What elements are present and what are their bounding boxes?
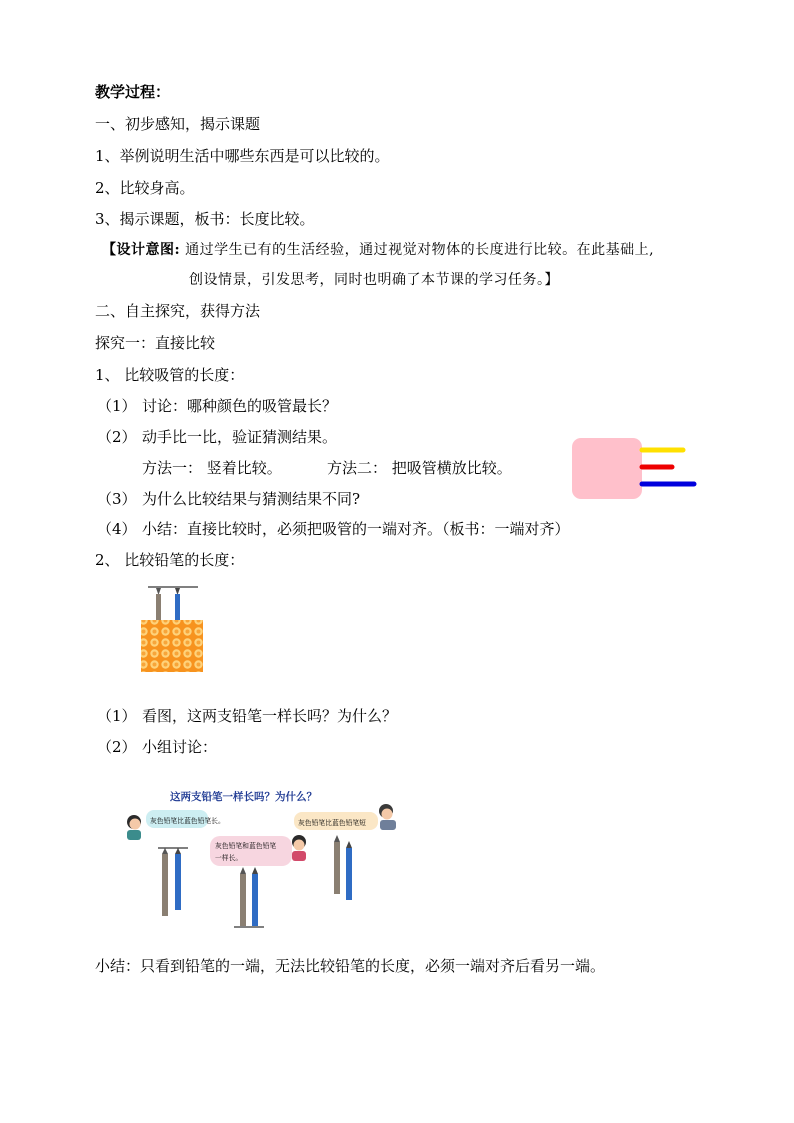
straw-method-2: 方法二： 把吸管横放比较。 (327, 459, 512, 477)
straw-q3-num: （3） (97, 490, 137, 508)
pencil-box-illustration (138, 582, 208, 674)
section1-title: 一、初步感知，揭示课题 (95, 115, 261, 133)
straw-q4: 小结：直接比较时，必须把吸管的一端对齐。（板书：一端对齐） (142, 520, 570, 538)
section2-title: 二、自主探究，获得方法 (95, 302, 261, 320)
child-middle-figure (292, 835, 306, 861)
design-intent-text-1: 通过学生已有的生活经验，通过视觉对物体的长度进行比较。在此基础上, (180, 242, 655, 258)
child-right-figure (379, 804, 396, 830)
patterned-box (141, 620, 203, 672)
bubble-middle-text-1: 灰色铅笔和蓝色铅笔 (215, 842, 277, 850)
pink-box (572, 438, 642, 499)
pencil-title: 2、 比较铅笔的长度： (95, 551, 245, 569)
straw-q3: 为什么比较结果与猜测结果不同? (142, 490, 361, 508)
section1-item-3: 3、揭示课题，板书：长度比较。 (95, 210, 315, 228)
bubble-right-text: 灰色铅笔比蓝色铅笔短 (298, 819, 366, 827)
pencil-q2-num: （2） (97, 738, 137, 756)
straw-q2-num: （2） (97, 428, 137, 446)
summary: 小结：只看到铅笔的一端，无法比较铅笔的长度，必须一端对齐后看另一端。 (95, 957, 606, 975)
design-intent-line1 (102, 240, 654, 260)
design-intent-line2: 创设情景，引发思考，同时也明确了本节课的学习任务。】 (189, 272, 559, 288)
pencil-q1-num: （1） (97, 707, 137, 725)
pencil-pair-middle (234, 867, 264, 927)
pencil-pair-right (334, 835, 352, 900)
straw-q1: 讨论：哪种颜色的吸管最长？ (142, 397, 338, 415)
discussion-illustration (118, 782, 408, 932)
bubble-middle-text-2: 一样长。 (215, 854, 243, 862)
straw-illustration (568, 434, 700, 504)
straw-title: 1、 比较吸管的长度： (95, 366, 245, 384)
gray-pencil (156, 588, 161, 624)
section1-item-2: 2、比较身高。 (95, 179, 195, 197)
straw-q1-num: （1） (97, 397, 137, 415)
blue-pencil (175, 588, 180, 624)
child-left-figure (127, 815, 141, 840)
page-heading: 教学过程： (95, 83, 171, 101)
explore1-title: 探究一：直接比较 (95, 334, 216, 352)
pencil-q1: 看图，这两支铅笔一样长吗？为什么？ (142, 707, 398, 725)
straw-method-1: 方法一： 竖着比较。 (142, 459, 282, 477)
straw-q4-num: （4） (97, 520, 137, 538)
straw-q2: 动手比一比，验证猜测结果。 (142, 428, 338, 446)
section1-item-1: 1、举例说明生活中哪些东西是可以比较的。 (95, 147, 390, 165)
pencil-q2: 小组讨论： (142, 738, 218, 756)
bubble-left-text: 灰色铅笔比蓝色铅笔长。 (150, 817, 225, 825)
pencil-pair-left (158, 848, 188, 916)
design-intent-label: 【设计意图: (102, 242, 181, 258)
illus-title: 这两支铅笔一样长吗？为什么？ (170, 791, 317, 803)
